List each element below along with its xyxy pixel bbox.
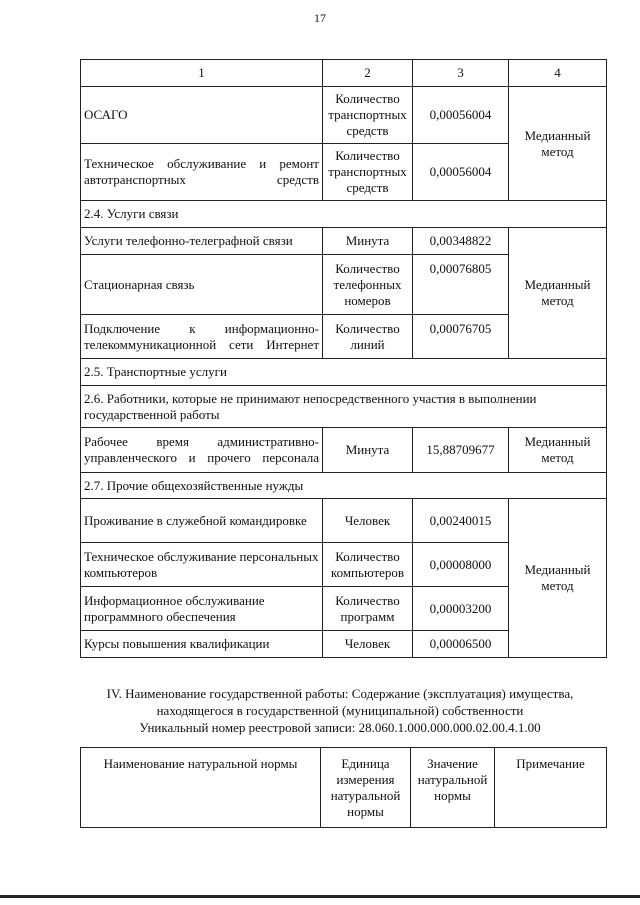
norm-method: Медианный метод <box>509 428 607 473</box>
section-iv-line-1: IV. Наименование государственной работы: Содержание (эксплуатация) имущества, <box>106 686 574 701</box>
norm-value: 0,00008000 <box>413 543 509 587</box>
header-norm-name: Наименование натуральной нормы <box>81 748 321 828</box>
norms-table <box>80 59 607 658</box>
norm-name: Услуги телефонно-телеграфной связи <box>81 228 323 255</box>
norm-value: 0,00240015 <box>413 499 509 543</box>
table-row <box>81 428 607 473</box>
norm-name: Проживание в служебной командировке <box>81 499 323 543</box>
section-row <box>81 386 607 428</box>
norm-value: 15,88709677 <box>413 428 509 473</box>
section-row <box>81 473 607 499</box>
section-heading: 2.7. Прочие общехозяйственные нужды <box>81 473 607 499</box>
norm-name: Рабочее время административно-управленческого и прочего персонала <box>81 428 323 473</box>
norm-name: ОСАГО <box>81 87 323 144</box>
norm-unit: Количество линий <box>323 315 413 359</box>
norm-unit: Количество программ <box>323 587 413 631</box>
natural-norms-table <box>80 747 607 828</box>
norm-name: Информационное обслуживание программного обеспечения <box>81 587 323 631</box>
norm-method: Медианный метод <box>509 499 607 658</box>
norm-unit: Минута <box>323 428 413 473</box>
norm-name: Подключение к информационно-телекоммуникационной сети Интернет <box>81 315 323 359</box>
norm-method: Медианный метод <box>509 87 607 201</box>
section-iv-line-3: Уникальный номер реестровой записи: 28.060.1.000.000.000.02.00.4.1.00 <box>139 720 541 735</box>
section-heading: 2.6. Работники, которые не принимают непосредственного участия в выполнении государственной работы <box>81 386 607 428</box>
table-header-row <box>81 748 607 828</box>
header-col-3: 3 <box>413 60 509 87</box>
section-heading: 2.5. Транспортные услуги <box>81 359 607 386</box>
page-number: 17 <box>314 11 326 25</box>
header-col-1: 1 <box>81 60 323 87</box>
norm-value: 0,00056004 <box>413 144 509 201</box>
norm-value: 0,00056004 <box>413 87 509 144</box>
norm-unit: Минута <box>323 228 413 255</box>
norm-unit: Количество телефонных номеров <box>323 255 413 315</box>
norm-unit: Количество транспортных средств <box>323 87 413 144</box>
norm-value: 0,00076805 <box>413 255 509 315</box>
norm-unit: Количество компьютеров <box>323 543 413 587</box>
section-row <box>81 359 607 386</box>
section-iv-heading <box>60 685 620 736</box>
header-col-2: 2 <box>323 60 413 87</box>
header-norm-unit: Единица измерения натуральной нормы <box>321 748 411 828</box>
norm-unit: Человек <box>323 631 413 658</box>
section-heading: 2.4. Услуги связи <box>81 201 607 228</box>
bottom-border <box>0 895 640 898</box>
norm-name: Техническое обслуживание персональных компьютеров <box>81 543 323 587</box>
norm-name: Техническое обслуживание и ремонт автотранспортных средств <box>81 144 323 201</box>
table-row <box>81 228 607 255</box>
header-col-4: 4 <box>509 60 607 87</box>
header-norm-note: Примечание <box>495 748 607 828</box>
norm-unit: Человек <box>323 499 413 543</box>
norm-unit: Количество транспортных средств <box>323 144 413 201</box>
table-row <box>81 87 607 144</box>
norm-value: 0,00076705 <box>413 315 509 359</box>
norm-value: 0,00348822 <box>413 228 509 255</box>
norm-value: 0,00003200 <box>413 587 509 631</box>
table-header-row <box>81 60 607 87</box>
section-row <box>81 201 607 228</box>
section-iv-line-2: находящегося в государственной (муниципальной) собственности <box>156 703 524 718</box>
norm-name: Стационарная связь <box>81 255 323 315</box>
header-norm-value: Значение натуральной нормы <box>411 748 495 828</box>
norm-name: Курсы повышения квалификации <box>81 631 323 658</box>
norm-value: 0,00006500 <box>413 631 509 658</box>
norm-method: Медианный метод <box>509 228 607 359</box>
table-row <box>81 499 607 543</box>
